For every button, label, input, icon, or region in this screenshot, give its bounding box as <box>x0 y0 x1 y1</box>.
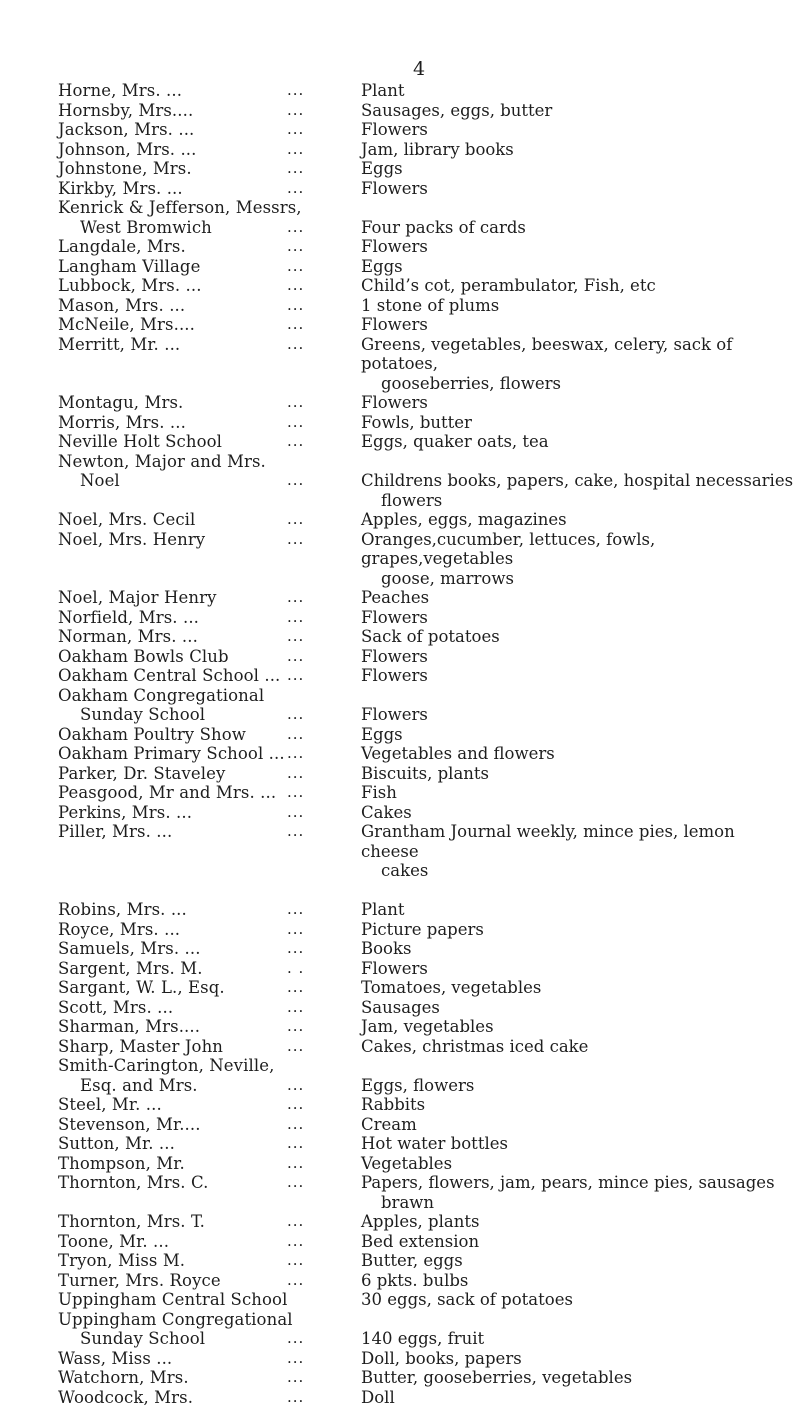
donation-line: Eggs <box>361 257 403 276</box>
donor-name: Oakham Poultry Show <box>58 725 285 745</box>
donation-text <box>361 725 794 745</box>
leader-dots: ... <box>285 315 361 335</box>
donor-name: Noel, Mrs. Henry <box>58 530 285 550</box>
donation-text <box>361 1388 794 1407</box>
donor-name: Uppingham Congregational <box>58 1310 293 1330</box>
leader-dots: ... <box>285 764 361 784</box>
donor-row <box>58 179 794 199</box>
donation-text <box>361 666 794 686</box>
donation-line: Bed extension <box>361 1232 479 1251</box>
donation-text <box>361 822 794 881</box>
leader-dots: ... <box>285 237 361 257</box>
donor-name: Sutton, Mr. ... <box>58 1134 285 1154</box>
donor-row <box>58 296 794 316</box>
donor-name: Mason, Mrs. ... <box>58 296 285 316</box>
donor-name: Langdale, Mrs. <box>58 237 285 257</box>
donor-name: Uppingham Central School <box>58 1290 285 1310</box>
donor-name: Woodcock, Mrs. <box>58 1388 285 1407</box>
leader-dots: ... <box>285 978 361 998</box>
donation-line: Papers, flowers, jam, pears, mince pies, sausages <box>361 1173 775 1192</box>
donation-line: Childrens books, papers, cake, hospital necessaries <box>361 471 793 490</box>
donor-row <box>58 1212 794 1232</box>
donation-line: Grantham Journal weekly, mince pies, lemon cheese <box>361 822 735 861</box>
donor-row <box>58 1290 794 1310</box>
donation-line: Apples, plants <box>361 1212 479 1231</box>
donation-line-continued: cakes <box>361 861 794 881</box>
donor-row <box>58 198 794 218</box>
donor-row <box>58 530 794 589</box>
donation-line-continued: gooseberries, flowers <box>361 374 794 394</box>
donation-line: Eggs, quaker oats, tea <box>361 432 549 451</box>
donation-line: Fish <box>361 783 397 802</box>
donor-row <box>58 1115 794 1135</box>
donation-text <box>361 1173 794 1212</box>
donation-line: Flowers <box>361 179 428 198</box>
donation-line: Cakes, christmas iced cake <box>361 1037 588 1056</box>
donation-line: Jam, vegetables <box>361 1017 494 1036</box>
donor-name: Smith-Carington, Neville, <box>58 1056 274 1076</box>
leader-dots: ... <box>285 1232 361 1252</box>
donor-name: Johnson, Mrs. ... <box>58 140 285 160</box>
donor-name: Newton, Major and Mrs. <box>58 452 266 472</box>
donor-name: Jackson, Mrs. ... <box>58 120 285 140</box>
leader-dots: ... <box>285 627 361 647</box>
donor-name: Neville Holt School <box>58 432 285 452</box>
donation-text <box>361 237 794 257</box>
donor-name: Tryon, Miss M. <box>58 1251 285 1271</box>
donor-row <box>58 744 794 764</box>
donor-name: Kirkby, Mrs. ... <box>58 179 285 199</box>
donor-row <box>58 120 794 140</box>
donor-row <box>58 647 794 667</box>
donation-line: Butter, eggs <box>361 1251 463 1270</box>
leader-dots: ... <box>285 257 361 277</box>
donation-text <box>361 218 794 238</box>
donation-line: 140 eggs, fruit <box>361 1329 484 1348</box>
donor-name: Perkins, Mrs. ... <box>58 803 285 823</box>
donor-name: Parker, Dr. Staveley <box>58 764 285 784</box>
donor-row <box>58 237 794 257</box>
donor-row <box>58 686 794 706</box>
donor-name: Oakham Central School ... <box>58 666 285 686</box>
donor-row <box>58 998 794 1018</box>
donation-line: Rabbits <box>361 1095 425 1114</box>
donation-line: Flowers <box>361 237 428 256</box>
donation-line: Eggs, flowers <box>361 1076 474 1095</box>
donation-text <box>361 413 794 433</box>
donor-row <box>58 1232 794 1252</box>
donor-row <box>58 978 794 998</box>
donation-line: 6 pkts. bulbs <box>361 1271 468 1290</box>
donation-text <box>361 900 794 920</box>
leader-dots: ... <box>285 666 361 686</box>
donor-name: Oakham Congregational <box>58 686 264 706</box>
donation-line: Sack of potatoes <box>361 627 500 646</box>
leader-dots: ... <box>285 510 361 530</box>
donor-row <box>58 140 794 160</box>
donor-name: Hornsby, Mrs.... <box>58 101 285 121</box>
donor-name <box>58 218 285 238</box>
donation-line: 30 eggs, sack of potatoes <box>361 1290 573 1309</box>
donation-line: Cream <box>361 1115 417 1134</box>
donor-name <box>58 1329 285 1349</box>
donor-row <box>58 1154 794 1174</box>
donor-name-continued: Sunday School <box>58 1329 285 1349</box>
leader-dots: ... <box>285 81 361 101</box>
donor-row <box>58 1271 794 1291</box>
donor-name: Oakham Bowls Club <box>58 647 285 667</box>
leader-dots: ... <box>285 588 361 608</box>
donation-text <box>361 296 794 316</box>
donor-row <box>58 783 794 803</box>
donation-text <box>361 315 794 335</box>
donor-name: Oakham Primary School ... <box>58 744 285 764</box>
donor-row <box>58 725 794 745</box>
donation-text <box>361 1251 794 1271</box>
donation-text <box>361 1368 794 1388</box>
leader-dots: ... <box>285 159 361 179</box>
leader-dots: ... <box>285 1134 361 1154</box>
donor-row <box>58 1134 794 1154</box>
leader-dots: ... <box>285 432 361 452</box>
donation-line: Cakes <box>361 803 412 822</box>
donation-text <box>361 783 794 803</box>
donation-text <box>361 1017 794 1037</box>
donor-row <box>58 393 794 413</box>
leader-dots: ... <box>285 1388 361 1407</box>
donation-line: Flowers <box>361 959 428 978</box>
donor-row <box>58 1368 794 1388</box>
donation-line: Hot water bottles <box>361 1134 508 1153</box>
donation-line: Vegetables and flowers <box>361 744 555 763</box>
donation-line: Flowers <box>361 705 428 724</box>
donation-text <box>361 257 794 277</box>
donor-row <box>58 335 794 394</box>
donation-text <box>361 1349 794 1369</box>
donation-line: Doll, books, papers <box>361 1349 522 1368</box>
leader-dots: ... <box>285 725 361 745</box>
donation-line-continued: brawn <box>361 1193 794 1213</box>
donation-line: Plant <box>361 81 404 100</box>
donation-text <box>361 276 794 296</box>
donation-line: Sausages <box>361 998 440 1017</box>
donor-row <box>58 315 794 335</box>
donor-name: Norfield, Mrs. ... <box>58 608 285 628</box>
donation-line: Greens, vegetables, beeswax, celery, sack of potatoes, <box>361 335 732 374</box>
leader-dots: ... <box>285 998 361 1018</box>
leader-dots: ... <box>285 1076 361 1096</box>
donation-line: Tomatoes, vegetables <box>361 978 541 997</box>
donor-row <box>58 764 794 784</box>
donor-row <box>58 1095 794 1115</box>
donation-line: Apples, eggs, magazines <box>361 510 567 529</box>
leader-dots: ... <box>285 140 361 160</box>
donation-line: Flowers <box>361 608 428 627</box>
donor-row <box>58 471 794 510</box>
donation-text <box>361 120 794 140</box>
donor-name: Thornton, Mrs. T. <box>58 1212 285 1232</box>
donor-row <box>58 510 794 530</box>
donation-text <box>361 627 794 647</box>
leader-dots: ... <box>285 1115 361 1135</box>
donation-text <box>361 998 794 1018</box>
donation-line: Jam, library books <box>361 140 514 159</box>
donor-row <box>58 1251 794 1271</box>
leader-dots: ... <box>285 1095 361 1115</box>
donor-row <box>58 432 794 452</box>
donor-name: Watchorn, Mrs. <box>58 1368 285 1388</box>
donor-row <box>58 705 794 725</box>
donation-line-continued: goose, marrows <box>361 569 794 589</box>
donation-line: Four packs of cards <box>361 218 526 237</box>
donor-name: Stevenson, Mr.... <box>58 1115 285 1135</box>
donation-line: Peaches <box>361 588 429 607</box>
donor-name: Norman, Mrs. ... <box>58 627 285 647</box>
page-number: 4 <box>413 58 425 80</box>
section-gap <box>58 881 794 901</box>
donor-row <box>58 1310 794 1330</box>
leader-dots: ... <box>285 276 361 296</box>
donation-line: Eggs <box>361 725 403 744</box>
donor-name: Montagu, Mrs. <box>58 393 285 413</box>
leader-dots: ... <box>285 1037 361 1057</box>
donor-row <box>58 81 794 101</box>
donor-name: Toone, Mr. ... <box>58 1232 285 1252</box>
donor-row <box>58 413 794 433</box>
donation-text <box>361 510 794 530</box>
donor-row <box>58 900 794 920</box>
leader-dots: ... <box>285 218 361 238</box>
leader-dots: ... <box>285 647 361 667</box>
donor-name <box>58 705 285 725</box>
leader-dots: ... <box>285 296 361 316</box>
donor-name: Royce, Mrs. ... <box>58 920 285 940</box>
donor-row <box>58 608 794 628</box>
donation-text <box>361 393 794 413</box>
donation-line-continued: flowers <box>361 491 794 511</box>
donation-line: Child’s cot, perambulator, Fish, etc <box>361 276 656 295</box>
leader-dots: ... <box>285 939 361 959</box>
donor-name <box>58 1076 285 1096</box>
donor-row <box>58 627 794 647</box>
donor-name-continued: Esq. and Mrs. <box>58 1076 285 1096</box>
donor-name: Johnstone, Mrs. <box>58 159 285 179</box>
leader-dots: ... <box>285 1212 361 1232</box>
donation-text <box>361 471 794 510</box>
donation-text <box>361 81 794 101</box>
donor-row <box>58 101 794 121</box>
donor-name: Kenrick & Jefferson, Messrs, <box>58 198 302 218</box>
donor-row <box>58 1349 794 1369</box>
donation-text <box>361 159 794 179</box>
donation-text <box>361 705 794 725</box>
donation-text <box>361 1037 794 1057</box>
donor-row <box>58 452 794 472</box>
donation-text <box>361 432 794 452</box>
donor-name: Langham Village <box>58 257 285 277</box>
donor-name: Robins, Mrs. ... <box>58 900 285 920</box>
leader-dots: ... <box>285 471 361 491</box>
donation-line: Biscuits, plants <box>361 764 489 783</box>
leader-dots: ... <box>285 393 361 413</box>
donation-text <box>361 803 794 823</box>
leader-dots: ... <box>285 783 361 803</box>
leader-dots: ... <box>285 822 361 842</box>
leader-dots: ... <box>285 920 361 940</box>
leader-dots: ... <box>285 120 361 140</box>
donation-line: Fowls, butter <box>361 413 472 432</box>
donation-text <box>361 179 794 199</box>
leader-dots: ... <box>285 1154 361 1174</box>
donation-text <box>361 588 794 608</box>
donation-text <box>361 647 794 667</box>
donation-text <box>361 1134 794 1154</box>
leader-dots: ... <box>285 1349 361 1369</box>
donor-name: Sharman, Mrs.... <box>58 1017 285 1037</box>
donation-line: Flowers <box>361 647 428 666</box>
leader-dots: ... <box>285 1017 361 1037</box>
donor-name-continued: Noel <box>58 471 285 491</box>
donation-text <box>361 101 794 121</box>
leader-dots: ... <box>285 705 361 725</box>
leader-dots: ... <box>285 413 361 433</box>
donation-text <box>361 1290 794 1310</box>
donor-row <box>58 1037 794 1057</box>
donation-line: Picture papers <box>361 920 484 939</box>
donation-text <box>361 530 794 589</box>
donation-text <box>361 1329 794 1349</box>
donor-name: Piller, Mrs. ... <box>58 822 285 842</box>
donor-row <box>58 666 794 686</box>
donor-row <box>58 1388 794 1407</box>
donor-row <box>58 1329 794 1349</box>
donor-name: Peasgood, Mr and Mrs. ... <box>58 783 285 803</box>
donation-text <box>361 744 794 764</box>
donor-row <box>58 920 794 940</box>
donation-text <box>361 1076 794 1096</box>
donor-name: Sharp, Master John <box>58 1037 285 1057</box>
donor-name: Noel, Major Henry <box>58 588 285 608</box>
leader-dots: ... <box>285 335 361 355</box>
donation-line: Vegetables <box>361 1154 452 1173</box>
donation-text <box>361 939 794 959</box>
leader-dots: ... <box>285 608 361 628</box>
donation-line: Eggs <box>361 159 403 178</box>
donor-name: Morris, Mrs. ... <box>58 413 285 433</box>
leader-dots: ... <box>285 1173 361 1193</box>
donor-name: Noel, Mrs. Cecil <box>58 510 285 530</box>
donor-row <box>58 803 794 823</box>
donor-name: Samuels, Mrs. ... <box>58 939 285 959</box>
leader-dots: . . <box>285 959 361 979</box>
donor-list <box>58 81 794 1407</box>
donor-name: Horne, Mrs. ... <box>58 81 285 101</box>
leader-dots: ... <box>285 1271 361 1291</box>
donation-text <box>361 1154 794 1174</box>
donation-line: Flowers <box>361 666 428 685</box>
donation-line: Oranges,cucumber, lettuces, fowls, grapes,vegetables <box>361 530 655 569</box>
donor-row <box>58 1173 794 1212</box>
leader-dots: ... <box>285 744 361 764</box>
leader-dots: ... <box>285 1251 361 1271</box>
donation-text <box>361 959 794 979</box>
donation-line: Butter, gooseberries, vegetables <box>361 1368 632 1387</box>
donor-name-continued: West Bromwich <box>58 218 285 238</box>
donation-text <box>361 1212 794 1232</box>
donation-line: Flowers <box>361 315 428 334</box>
donation-line: Flowers <box>361 120 428 139</box>
donor-name: McNeile, Mrs.... <box>58 315 285 335</box>
donor-name: Scott, Mrs. ... <box>58 998 285 1018</box>
donor-row <box>58 939 794 959</box>
leader-dots: ... <box>285 530 361 550</box>
donor-row <box>58 257 794 277</box>
leader-dots: ... <box>285 1368 361 1388</box>
donor-row <box>58 959 794 979</box>
donation-text <box>361 1115 794 1135</box>
donation-line: Flowers <box>361 393 428 412</box>
donor-row <box>58 1017 794 1037</box>
donation-line: 1 stone of plums <box>361 296 499 315</box>
donation-text <box>361 978 794 998</box>
donation-text <box>361 920 794 940</box>
leader-dots: ... <box>285 179 361 199</box>
leader-dots: ... <box>285 1329 361 1349</box>
donor-row <box>58 588 794 608</box>
donation-line: Doll <box>361 1388 395 1407</box>
donor-name: Sargant, W. L., Esq. <box>58 978 285 998</box>
donor-name: Turner, Mrs. Royce <box>58 1271 285 1291</box>
donation-text <box>361 335 794 394</box>
donor-name: Steel, Mr. ... <box>58 1095 285 1115</box>
donation-text <box>361 1095 794 1115</box>
donation-line: Books <box>361 939 411 958</box>
donor-name: Wass, Miss ... <box>58 1349 285 1369</box>
donor-name <box>58 471 285 491</box>
donor-row <box>58 1076 794 1096</box>
leader-dots: ... <box>285 803 361 823</box>
donor-row <box>58 218 794 238</box>
donation-text <box>361 1232 794 1252</box>
leader-dots: ... <box>285 101 361 121</box>
donation-text <box>361 1271 794 1291</box>
donor-row <box>58 1056 794 1076</box>
donor-name: Thompson, Mr. <box>58 1154 285 1174</box>
donor-name: Sargent, Mrs. M. <box>58 959 285 979</box>
leader-dots: ... <box>285 900 361 920</box>
donor-name: Thornton, Mrs. C. <box>58 1173 285 1193</box>
donor-row <box>58 822 794 881</box>
donor-name: Lubbock, Mrs. ... <box>58 276 285 296</box>
donation-text <box>361 764 794 784</box>
donor-name-continued: Sunday School <box>58 705 285 725</box>
donor-row <box>58 159 794 179</box>
donation-line: Sausages, eggs, butter <box>361 101 552 120</box>
donation-text <box>361 608 794 628</box>
donor-name: Merritt, Mr. ... <box>58 335 285 355</box>
donor-row <box>58 276 794 296</box>
donation-line: Plant <box>361 900 404 919</box>
donation-text <box>361 140 794 160</box>
